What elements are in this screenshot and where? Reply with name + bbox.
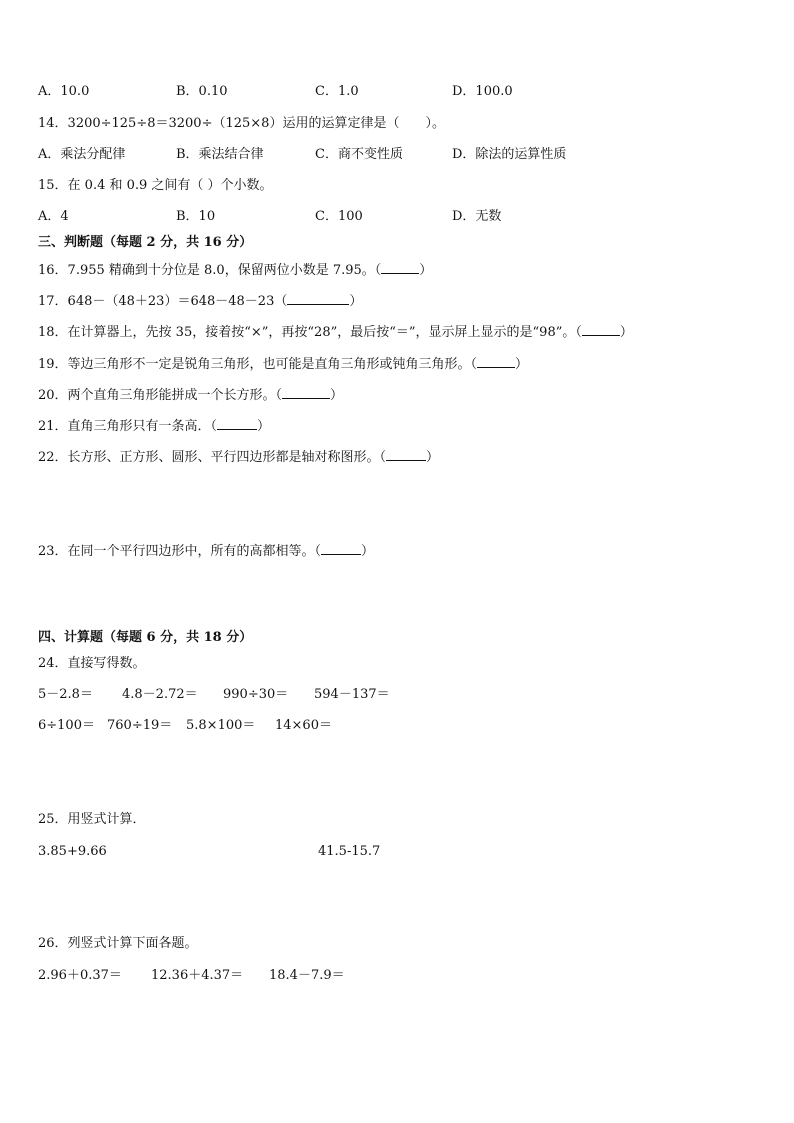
q16-answer-blank[interactable] xyxy=(381,260,419,274)
q18-stem-close: ） xyxy=(619,325,633,340)
q21-stem xyxy=(38,416,270,436)
section-4-heading: 四、计算题（每题 6 分，共 18 分） xyxy=(38,630,253,645)
q21-stem-text: 21．直角三角形只有一条高．（ xyxy=(38,419,218,434)
q22-stem-text: 22．长方形、正方形、圆形、平行四边形都是轴对称图形。（ xyxy=(38,450,387,465)
q23-stem xyxy=(38,541,374,561)
q14-stem-text: 14．3200÷125÷8＝3200÷（125×8）运用的运算定律是（ xyxy=(38,116,400,131)
q20-answer-blank[interactable] xyxy=(282,385,330,399)
q17-answer-blank[interactable] xyxy=(287,291,349,305)
q19-answer-blank[interactable] xyxy=(477,354,515,368)
q14-stem xyxy=(38,115,445,133)
q20-stem-text: 20．两个直角三角形能拼成一个长方形。（ xyxy=(38,388,283,403)
q24-problem-1: 5－2.8＝ xyxy=(38,687,93,702)
q15-option-c[interactable]: C．100 xyxy=(315,209,363,224)
section-3-heading: 三、判断题（每题 2 分，共 16 分） xyxy=(38,235,253,250)
q13-option-b[interactable]: B．0.10 xyxy=(176,84,228,99)
q16-stem xyxy=(38,260,432,280)
q23-answer-blank[interactable] xyxy=(321,541,361,555)
q24-problem-8: 14×60＝ xyxy=(275,718,332,733)
q24-problem-5: 6÷100＝ xyxy=(38,718,95,733)
q14-option-c[interactable]: C．商不变性质 xyxy=(315,147,403,162)
q13-option-d[interactable]: D．100.0 xyxy=(452,84,513,99)
q23-stem-text: 23．在同一个平行四边形中，所有的高都相等。（ xyxy=(38,544,322,559)
q17-stem xyxy=(38,291,362,311)
q26-problem-1: 2.96＋0.37＝ xyxy=(38,968,122,983)
q24-problem-3: 990÷30＝ xyxy=(223,687,289,702)
q21-answer-blank[interactable] xyxy=(217,416,257,430)
q20-stem xyxy=(38,385,343,405)
q20-stem-close: ） xyxy=(330,388,344,403)
q25-problem-2: 41.5-15.7 xyxy=(318,844,381,859)
q18-answer-blank[interactable] xyxy=(582,322,620,336)
q17-stem-close: ） xyxy=(349,294,363,309)
q14-option-b[interactable]: B．乘法结合律 xyxy=(176,147,264,162)
q15-stem: 15．在 0.4 和 0.9 之间有（ ）个小数。 xyxy=(38,178,273,193)
q26-problem-3: 18.4－7.9＝ xyxy=(269,968,345,983)
q19-stem xyxy=(38,354,528,374)
q14-option-d[interactable]: D．除法的运算性质 xyxy=(452,147,567,162)
q15-option-d[interactable]: D．无数 xyxy=(452,209,502,224)
q15-option-a[interactable]: A．4 xyxy=(38,209,69,224)
q18-stem xyxy=(38,322,633,342)
q17-stem-text: 17．648－（48＋23）＝648－48－23（ xyxy=(38,294,288,309)
q16-stem-text: 16．7.955 精确到十分位是 8.0，保留两位小数是 7.95。（ xyxy=(38,263,382,278)
q24-stem: 24．直接写得数。 xyxy=(38,656,146,671)
q22-stem-close: ） xyxy=(426,450,440,465)
q19-stem-text: 19．等边三角形不一定是锐角三角形，也可能是直角三角形或钝角三角形。（ xyxy=(38,357,478,372)
q19-stem-close: ） xyxy=(515,357,529,372)
q22-answer-blank[interactable] xyxy=(386,447,426,461)
q25-stem: 25．用竖式计算． xyxy=(38,812,146,827)
q21-stem-close: ） xyxy=(257,419,271,434)
q24-problem-6: 760÷19＝ xyxy=(107,718,173,733)
q24-problem-2: 4.8－2.72＝ xyxy=(122,687,198,702)
q13-option-c[interactable]: C．1.0 xyxy=(315,84,359,99)
q26-problem-2: 12.36＋4.37＝ xyxy=(151,968,244,983)
q22-stem xyxy=(38,447,439,467)
q24-problem-4: 594－137＝ xyxy=(314,687,390,702)
q24-problem-7: 5.8×100＝ xyxy=(186,718,256,733)
q18-stem-text: 18．在计算器上，先按 35，接着按“×”，再按“28”，最后按“＝”，显示屏上显示的是“98”。（ xyxy=(38,325,582,340)
q25-problem-1: 3.85+9.66 xyxy=(38,844,107,859)
q13-option-a[interactable]: A．10.0 xyxy=(38,84,90,99)
q16-stem-close: ） xyxy=(419,263,433,278)
q23-stem-close: ） xyxy=(361,544,375,559)
q14-option-a[interactable]: A．乘法分配律 xyxy=(38,147,126,162)
q14-stem-close: ）。 xyxy=(425,116,445,131)
q15-option-b[interactable]: B．10 xyxy=(176,209,216,224)
q26-stem: 26．列竖式计算下面各题。 xyxy=(38,936,198,951)
